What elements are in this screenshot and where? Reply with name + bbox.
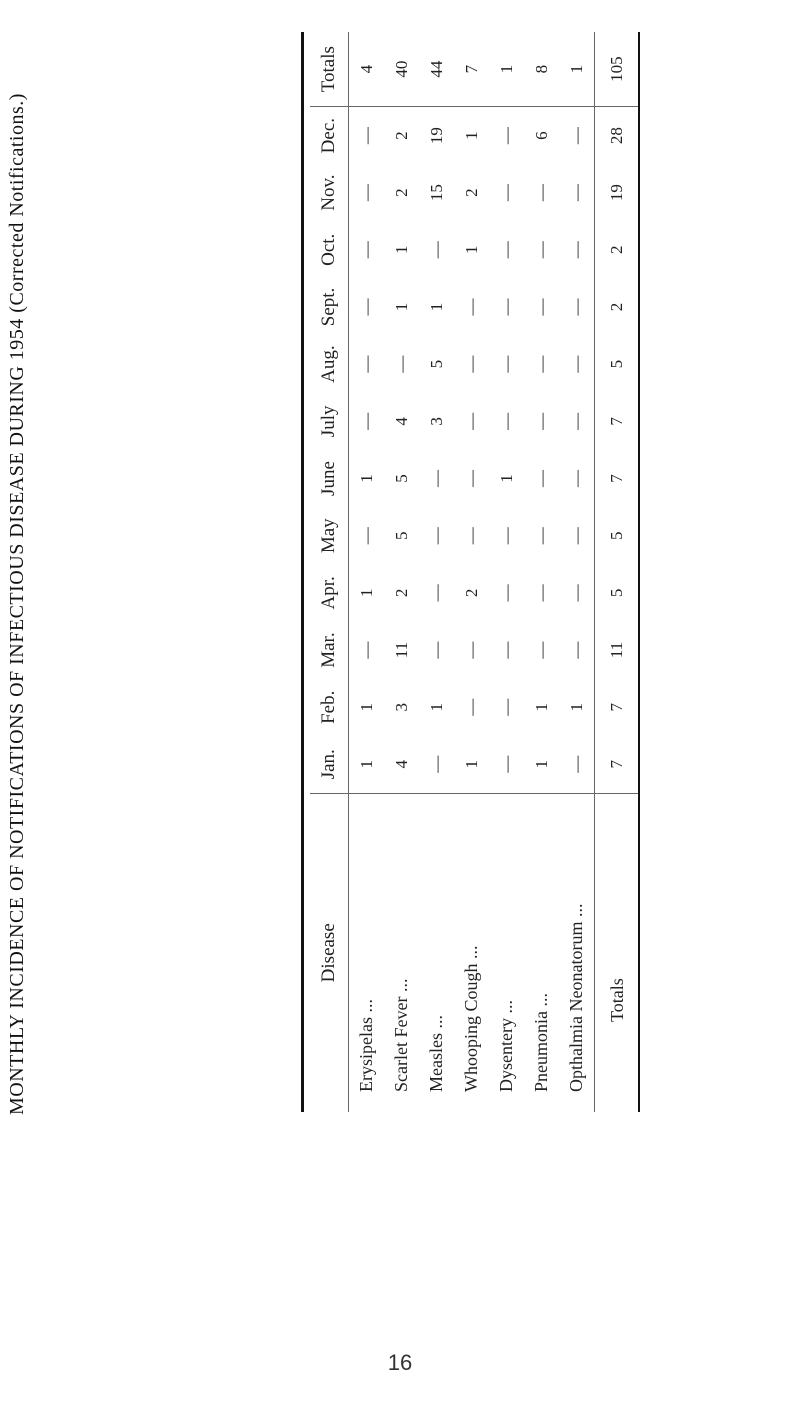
month-cell: —	[566, 641, 586, 659]
month-cell: —	[566, 241, 586, 259]
month-cell: —	[496, 184, 516, 202]
month-cell: —	[461, 412, 481, 430]
month-cell: —	[356, 641, 376, 659]
month-cell: —	[566, 584, 586, 602]
disease-name: Scarlet Fever ...	[384, 793, 419, 1112]
month-cell: 1	[454, 107, 489, 164]
month-cell: —	[566, 470, 586, 488]
month-cell: —	[531, 355, 551, 373]
table-row	[349, 32, 385, 1112]
month-cell: —	[356, 241, 376, 259]
month-cell: 2	[461, 588, 481, 598]
table-bottom-rule	[638, 32, 640, 1112]
month-cell: 1	[356, 703, 376, 712]
disease-name: Pneumonia ...	[524, 793, 559, 1112]
month-cell: —	[566, 412, 586, 430]
month-cell: —	[531, 641, 551, 659]
month-cell: —	[559, 107, 595, 164]
month-cell: 19	[419, 107, 454, 164]
month-total: 2	[595, 278, 640, 335]
month-cell: —	[531, 412, 551, 430]
month-cell: —	[356, 527, 376, 545]
month-cell: 1	[356, 588, 376, 598]
month-total: 5	[595, 336, 640, 393]
table-row	[419, 32, 454, 1112]
month-cell: —	[531, 584, 551, 602]
month-cell: —	[391, 355, 411, 373]
header-month: Dec.	[310, 107, 349, 164]
disease-name: Dysentery ...	[489, 793, 524, 1112]
header-row	[310, 32, 349, 1112]
month-total: 5	[595, 564, 640, 621]
month-cell: —	[496, 355, 516, 373]
header-totals: Totals	[310, 32, 349, 107]
month-cell: 1	[426, 703, 446, 712]
month-cell: 1	[461, 759, 481, 769]
grand-total: 105	[595, 32, 640, 107]
month-cell: —	[461, 698, 481, 716]
month-total: 5	[595, 507, 640, 564]
month-cell: —	[461, 527, 481, 545]
page-number: 16	[387, 1350, 413, 1375]
month-cell: —	[349, 107, 385, 164]
month-cell: —	[356, 298, 376, 316]
month-cell: 1	[531, 759, 551, 769]
month-total: 7	[595, 450, 640, 507]
month-cell: —	[426, 527, 446, 545]
month-cell: 5	[391, 474, 411, 483]
month-cell: —	[566, 184, 586, 202]
disease-name: Opthalmia Neonatorum ...	[559, 793, 595, 1112]
month-cell: —	[566, 527, 586, 545]
header-month: Apr.	[310, 564, 349, 621]
month-cell: 5	[391, 531, 411, 540]
table-row	[489, 32, 524, 1112]
notifications-table	[310, 32, 639, 1112]
month-cell: —	[426, 241, 446, 259]
month-cell: 1	[496, 474, 516, 483]
header-month: June	[310, 450, 349, 507]
month-total: 11	[595, 622, 640, 679]
month-cell: 2	[391, 188, 411, 197]
month-cell: —	[496, 641, 516, 659]
month-cell: —	[461, 470, 481, 488]
month-cell: —	[356, 184, 376, 202]
table-row	[384, 32, 419, 1112]
month-cell: —	[531, 527, 551, 545]
month-cell: —	[496, 698, 516, 716]
totals-label: Totals	[595, 793, 640, 1112]
month-cell: 1	[391, 245, 411, 255]
month-cell: —	[496, 412, 516, 430]
header-month: Oct.	[310, 221, 349, 278]
month-cell: —	[496, 584, 516, 602]
page-title: MONTHLY INCIDENCE OF NOTIFICATIONS OF INFECTIOUS DISEASE DURING 1954 (Corrected Notifications.)	[6, 93, 28, 1115]
month-cell: —	[531, 298, 551, 316]
month-cell: 6	[524, 107, 559, 164]
table-top-rule	[301, 32, 304, 1112]
month-cell: 2	[461, 188, 481, 197]
row-total: 4	[356, 64, 376, 74]
month-cell: 1	[566, 703, 586, 712]
month-cell: 1	[356, 474, 376, 483]
month-cell: —	[496, 755, 516, 773]
month-total: 7	[595, 393, 640, 450]
table-row	[559, 32, 595, 1112]
month-cell: 3	[391, 703, 411, 712]
disease-name: Measles ...	[419, 793, 454, 1112]
month-cell: 2	[384, 107, 419, 164]
month-cell: 4	[391, 417, 411, 426]
month-cell: —	[461, 298, 481, 316]
row-total: 1	[496, 64, 516, 74]
header-month: Aug.	[310, 336, 349, 393]
header-month: Mar.	[310, 622, 349, 679]
month-cell: —	[426, 584, 446, 602]
month-total: 7	[595, 679, 640, 736]
month-cell: 11	[391, 641, 411, 659]
row-total: 7	[461, 64, 481, 74]
month-total: 28	[595, 107, 640, 164]
totals-row	[595, 32, 640, 1112]
month-cell: 1	[531, 703, 551, 712]
month-total: 7	[595, 736, 640, 793]
month-cell: —	[356, 355, 376, 373]
header-disease: Disease	[310, 793, 349, 1112]
month-cell: —	[496, 241, 516, 259]
month-cell: —	[356, 412, 376, 430]
month-cell: 1	[426, 302, 446, 312]
month-cell: 1	[391, 302, 411, 312]
table-row	[454, 32, 489, 1112]
month-cell: —	[426, 641, 446, 659]
row-total: 8	[531, 64, 551, 74]
month-cell: —	[426, 755, 446, 773]
month-cell: 5	[426, 359, 446, 369]
month-cell: 3	[426, 417, 446, 426]
row-total: 40	[391, 60, 411, 78]
month-cell: 15	[426, 184, 446, 202]
month-cell: —	[496, 298, 516, 316]
header-month: May	[310, 507, 349, 564]
month-cell: —	[531, 184, 551, 202]
month-cell: —	[489, 107, 524, 164]
month-cell: —	[531, 470, 551, 488]
month-cell: —	[531, 241, 551, 259]
month-cell: 1	[461, 245, 481, 255]
month-cell: —	[566, 298, 586, 316]
month-cell: 1	[356, 759, 376, 769]
header-month: Sept.	[310, 278, 349, 335]
month-total: 19	[595, 164, 640, 221]
month-total: 2	[595, 221, 640, 278]
header-month: Jan.	[310, 736, 349, 793]
month-cell: —	[566, 755, 586, 773]
month-cell: 2	[391, 588, 411, 598]
month-cell: 4	[391, 759, 411, 769]
row-total: 44	[426, 60, 446, 78]
row-total: 1	[566, 64, 586, 74]
month-cell: —	[496, 527, 516, 545]
table-row	[524, 32, 559, 1112]
header-month: Feb.	[310, 679, 349, 736]
header-month: Nov.	[310, 164, 349, 221]
month-cell: —	[426, 470, 446, 488]
disease-name: Erysipelas ...	[349, 793, 385, 1112]
header-month: July	[310, 393, 349, 450]
month-cell: —	[461, 641, 481, 659]
month-cell: —	[566, 355, 586, 373]
month-cell: —	[461, 355, 481, 373]
disease-name: Whooping Cough ...	[454, 793, 489, 1112]
